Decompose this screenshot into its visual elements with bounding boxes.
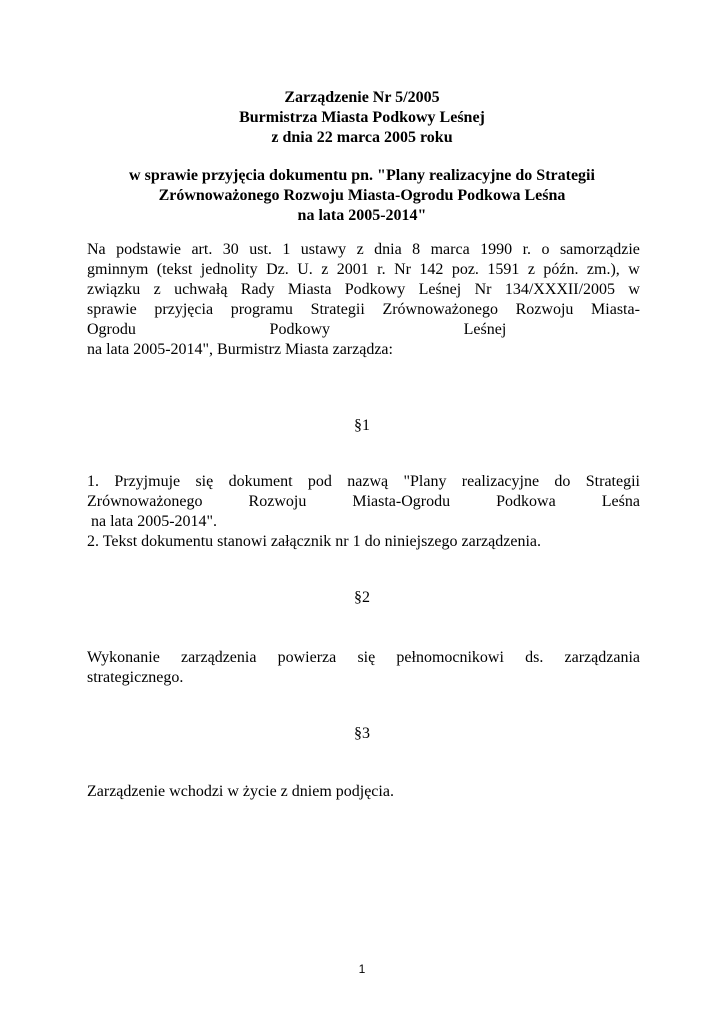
preamble-line-4 bbox=[87, 300, 640, 320]
word: art. bbox=[191, 241, 213, 258]
word: 1591 bbox=[487, 261, 520, 278]
word: Miasta bbox=[287, 281, 332, 298]
section-1-item-2: 2. Tekst dokumentu stanowi załącznik nr 1 do niniejszego zarządzenia. bbox=[87, 533, 541, 550]
word: z bbox=[321, 261, 329, 278]
word: Przyjmuje bbox=[114, 473, 181, 490]
word: Ogrodu bbox=[87, 321, 136, 338]
word: Leśnej bbox=[418, 281, 462, 298]
word: zm.), bbox=[586, 261, 620, 278]
word: zarządzania bbox=[564, 649, 640, 666]
word: poz. bbox=[451, 261, 479, 278]
word: programu bbox=[230, 301, 293, 318]
word: dnia bbox=[374, 241, 402, 258]
word: uchwałą bbox=[174, 281, 228, 298]
preamble-line-1 bbox=[87, 240, 640, 260]
word: z bbox=[527, 261, 535, 278]
word: Podkowy bbox=[344, 281, 406, 298]
preamble-line-5 bbox=[87, 320, 640, 340]
word: Strategii bbox=[585, 473, 640, 490]
word: r. bbox=[522, 241, 532, 258]
word: podstawie bbox=[116, 241, 181, 258]
word: jednolity bbox=[200, 261, 258, 278]
word: w bbox=[628, 261, 640, 278]
section-1-item-1-line-1 bbox=[87, 472, 640, 492]
word: gminnym bbox=[87, 261, 149, 278]
word: "Plany bbox=[403, 473, 447, 490]
word: (tekst bbox=[156, 261, 193, 278]
word: Podkowa bbox=[496, 493, 556, 510]
word: późn. bbox=[543, 261, 579, 278]
word: 1990 bbox=[480, 241, 513, 258]
word: zarządzenia bbox=[180, 649, 257, 666]
document-title bbox=[0, 88, 724, 148]
word: się bbox=[195, 473, 214, 490]
word: przyjęcia bbox=[154, 301, 214, 318]
preamble-line-3 bbox=[87, 280, 640, 300]
word: Rozwoju bbox=[248, 493, 307, 510]
word: w bbox=[628, 281, 640, 298]
word: się bbox=[357, 649, 376, 666]
word: samorządzie bbox=[559, 241, 640, 258]
word: Miasta-Ogrodu bbox=[352, 493, 451, 510]
word: Miasta- bbox=[591, 301, 640, 318]
word: z bbox=[356, 241, 364, 258]
word: realizacyjne bbox=[461, 473, 540, 490]
word: nazwą bbox=[347, 473, 389, 490]
word: Strategii bbox=[310, 301, 365, 318]
word: 8 bbox=[412, 241, 421, 258]
preamble-paragraph bbox=[87, 240, 640, 360]
section-2-line-1 bbox=[87, 648, 640, 668]
word: związku bbox=[87, 281, 141, 298]
word: Zrównoważonego bbox=[87, 493, 203, 510]
word: Podkowy bbox=[269, 321, 330, 338]
title-line-date: z dnia 22 marca 2005 roku bbox=[271, 129, 453, 146]
word: o bbox=[541, 241, 550, 258]
word: Nr bbox=[474, 281, 492, 298]
section-1-body bbox=[87, 472, 640, 552]
preamble-line-6: na lata 2005-2014", Burmistrz Miasta zarządza: bbox=[87, 341, 393, 358]
word: 134/XXXII/2005 bbox=[504, 281, 616, 298]
word: dokument bbox=[228, 473, 293, 490]
subject-line-2: Zrównoważonego Rozwoju Miasta-Ogrodu Podkowa Leśna bbox=[158, 187, 566, 204]
section-3-body bbox=[87, 782, 640, 802]
section-1-item-1-line-3: na lata 2005-2014". bbox=[87, 513, 218, 530]
preamble-line-2 bbox=[87, 260, 640, 280]
section-3-line-1: Zarządzenie wchodzi w życie z dniem podjęcia. bbox=[87, 783, 394, 800]
word: 1 bbox=[282, 241, 291, 258]
section-1-item-1-line-2 bbox=[87, 492, 640, 512]
word: do bbox=[554, 473, 571, 490]
subject-line-3: na lata 2005-2014" bbox=[297, 207, 427, 224]
word: Dz. bbox=[266, 261, 289, 278]
word: pełnomocnikowi bbox=[396, 649, 504, 666]
section-2-line-2: strategicznego. bbox=[87, 669, 184, 686]
word: ust. bbox=[249, 241, 272, 258]
word: sprawie bbox=[87, 301, 137, 318]
word: Wykonanie bbox=[87, 649, 160, 666]
word: Leśnej bbox=[463, 321, 507, 338]
word: ds. bbox=[525, 649, 544, 666]
section-1-heading: §1 bbox=[354, 417, 370, 434]
section-3-heading: §3 bbox=[354, 725, 370, 742]
word: Nr bbox=[394, 261, 411, 278]
word: 30 bbox=[222, 241, 239, 258]
word: Leśna bbox=[601, 493, 640, 510]
word: r. bbox=[377, 261, 386, 278]
word: 1. bbox=[87, 473, 99, 490]
subject-line-1: w sprawie przyjęcia dokumentu pn. "Plany realizacyjne do Strategii bbox=[129, 167, 595, 184]
word: Rady bbox=[240, 281, 275, 298]
word: marca bbox=[430, 241, 470, 258]
document-subject bbox=[0, 166, 724, 226]
word: Zrównoważonego bbox=[382, 301, 498, 318]
word: Rozwoju bbox=[515, 301, 574, 318]
word: 142 bbox=[419, 261, 444, 278]
word: powierza bbox=[277, 649, 337, 666]
word: Na bbox=[87, 241, 106, 258]
word: ustawy bbox=[300, 241, 347, 258]
title-line-issuer: Burmistrza Miasta Podkowy Leśnej bbox=[239, 109, 485, 126]
section-2-body bbox=[87, 648, 640, 688]
section-2-heading: §2 bbox=[354, 589, 370, 606]
word: pod bbox=[307, 473, 332, 490]
page-number: 1 bbox=[358, 962, 366, 976]
title-line-number: Zarządzenie Nr 5/2005 bbox=[284, 89, 440, 106]
word: z bbox=[153, 281, 161, 298]
word: 2001 bbox=[336, 261, 369, 278]
word: U. bbox=[297, 261, 313, 278]
